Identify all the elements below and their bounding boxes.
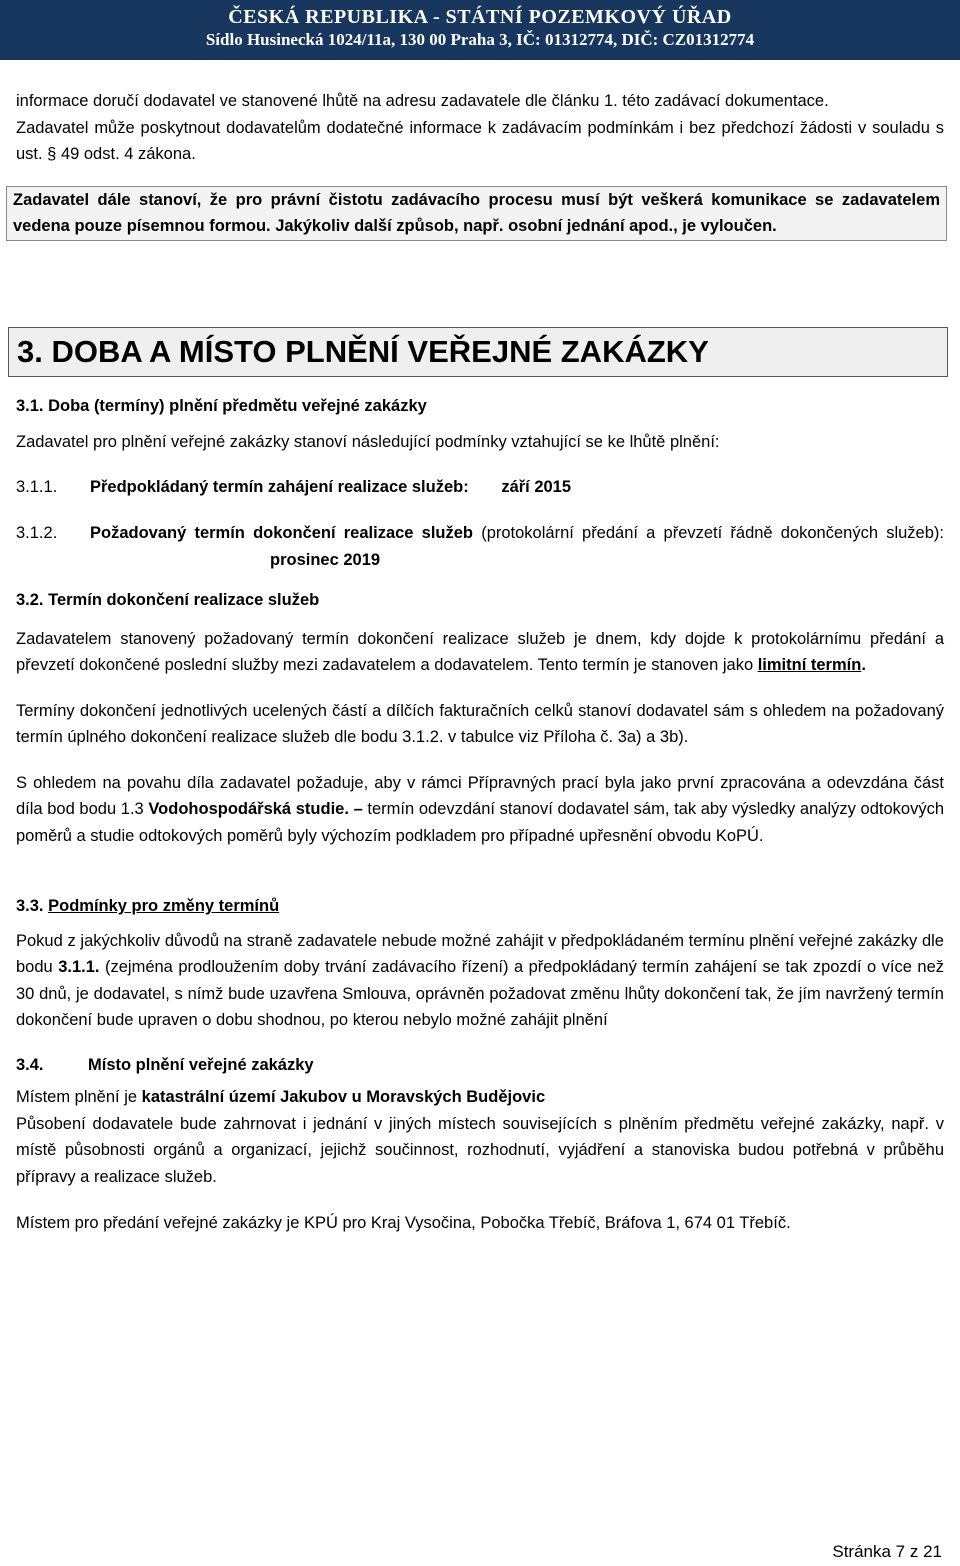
s34-number: 3.4. — [16, 1055, 44, 1074]
s34-title: Místo plnění veřejné zakázky — [88, 1055, 314, 1074]
s33-ref: 3.1.1. — [58, 958, 100, 976]
s34-heading — [16, 1052, 944, 1079]
s33-title: Podmínky pro změny termínů — [48, 897, 280, 915]
s311-label: Předpokládaný termín zahájení realizace služeb: — [90, 477, 469, 496]
communication-notice-text: Zadavatel dále stanoví, že pro právní čistotu zadávacího procesu musí být veškerá komunikace se zadavatelem vedena pouze písemnou formou. Jakýkoliv další způsob, např. osobní jednání apod., je vyloučen. — [13, 190, 940, 235]
s32-p1-end: . — [861, 656, 866, 674]
s311-item — [16, 474, 944, 501]
s312-value: prosinec 2019 — [270, 550, 381, 569]
s312-description: (protokolární předání a převzetí řádně dokončených služeb): — [481, 524, 944, 542]
s33-p1-rest: (zejména prodloužením doby trvání zadávacího řízení) a předpokládaný termín zahájení se tak zpozdí o více než 30 dnů, je dodavatel, s nímž bude uzavřena Smlouva, oprávněn požadovat změnu lhůty dokončení tak, že jím navržený termín dokončení bude upraven o dobu shodnou, po kterou nebylo možné zahájit plnění — [16, 958, 944, 1029]
s32-p3-text: S ohledem na povahu díla zadavatel požaduje, aby v rámci Přípravných prací byla jako první zpracována a odevzdána část díla bod bodu 1.3 — [16, 773, 944, 818]
section-3-title: 3. DOBA A MÍSTO PLNĚNÍ VEŘEJNÉ ZAKÁZKY — [8, 327, 948, 377]
s34-paragraph-2: Působení dodavatele bude zahrnovat i jednání v jiných místech souvisejících s plněním předmětu veřejné zakázky, např. v místě působnosti orgánů a organizací, jejichž součinnost, rozhodnutí, vyjádření a stanoviska budou potřebná v průběhu přípravy a realizace služeb. — [16, 1114, 944, 1186]
s34-paragraph-3: Místem pro předání veřejné zakázky je KPÚ pro Kraj Vysočina, Pobočka Třebíč, Bráfova 1, 674 01 Třebíč. — [16, 1214, 791, 1232]
s32-p3-rest: termín odevzdání stanoví dodavatel sám, tak aby výsledky analýzy odtokových poměrů a studie odtokových poměrů byly výchozím podkladem pro případné upřesnění obvodu KoPÚ. — [16, 800, 944, 845]
water-study-emphasis: Vodohospodářská studie. – — [148, 800, 363, 818]
s311-number: 3.1.1. — [16, 477, 58, 496]
s34-place-label: Místem plnění je — [16, 1088, 142, 1106]
s32-paragraph-3 — [16, 770, 944, 850]
communication-notice — [6, 186, 947, 241]
s32-heading: 3.2. Termín dokončení realizace služeb — [16, 591, 320, 609]
limit-term-emphasis: limitní termín — [757, 656, 862, 674]
s33-p1-text: Pokud z jakýchkoliv důvodů na straně zadavatele nebude možné zahájit v předpokládaném termínu plnění veřejné zakázky dle bodu — [16, 931, 944, 976]
s312-item — [16, 520, 944, 573]
page-number: Stránka 7 z 21 — [832, 1542, 942, 1561]
s32-paragraph-1 — [16, 626, 944, 679]
s34-place-value: katastrální území Jakubov u Moravských Budějovic — [141, 1088, 546, 1106]
s312-number: 3.1.2. — [16, 524, 58, 542]
header-address: Sídlo Husinecká 1024/11a, 130 00 Praha 3, IČ: 01312774, DIČ: CZ01312774 — [205, 30, 755, 49]
document-body — [13, 88, 944, 1237]
s31-heading: 3.1. Doba (termíny) plnění předmětu veřejné zakázky — [16, 396, 427, 415]
s33-number: 3.3. — [16, 897, 44, 915]
s312-label: Požadovaný termín dokončení realizace služeb — [90, 524, 474, 542]
s33-paragraph — [16, 928, 944, 1034]
s33-heading — [16, 893, 944, 920]
intro-paragraph-2: Zadavatel může poskytnout dodavatelům dodatečné informace k zadávacím podmínkám i bez předchozí žádosti v souladu s ust. § 49 odst. 4 zákona. — [16, 118, 944, 163]
s311-value: září 2015 — [501, 477, 572, 496]
s32-paragraph-2: Termíny dokončení jednotlivých ucelených částí a dílčích fakturačních celků stanoví dodavatel sám s ohledem na požadovaný termín úplného dokončení realizace služeb dle bodu 3.1.2. v tabulce viz Příloha č. 3a) a 3b). — [16, 701, 944, 746]
intro-paragraph-1: informace doručí dodavatel ve stanovené lhůtě na adresu zadavatele dle článku 1. této zadávací dokumentace. — [16, 92, 829, 110]
header-title: ČESKÁ REPUBLIKA - STÁTNÍ POZEMKOVÝ ÚŘAD — [228, 6, 732, 28]
s31-text: Zadavatel pro plnění veřejné zakázky stanoví následující podmínky vztahující se ke lhůtě plnění: — [16, 433, 720, 451]
s32-p1-text: Zadavatelem stanovený požadovaný termín dokončení realizace služeb je dnem, kdy dojde k protokolárnímu předání a převzetí dokončené poslední služby mezi zadavatelem a dodavatelem. Tento termín je stanoven jako — [16, 629, 944, 674]
s34-place — [16, 1084, 944, 1111]
page-header — [0, 0, 960, 60]
